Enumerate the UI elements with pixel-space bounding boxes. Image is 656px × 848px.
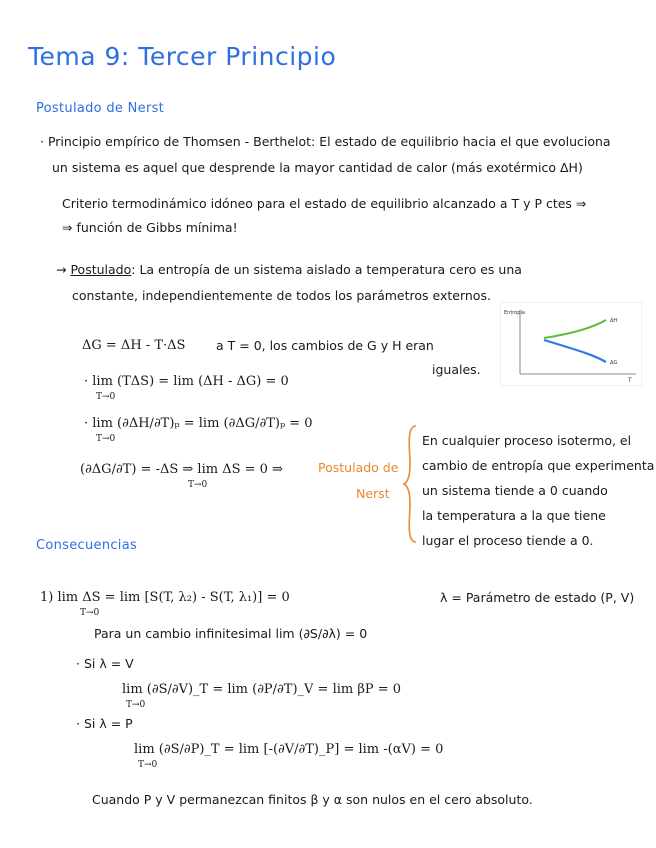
box-text-line: un sistema tiende a 0 cuando [422, 483, 608, 498]
curly-brace [402, 424, 418, 544]
entropy-graph [500, 302, 642, 386]
box-text-line: lugar el proceso tiende a 0. [422, 533, 594, 548]
p1-line2: un sistema es aquel que desprende la mayor cantidad de calor (más exotérmico ΔH) [52, 160, 583, 175]
p1-line1: · Principio empírico de Thomsen - Berthelot: El estado de equilibrio hacia el que evoluciona [40, 134, 611, 149]
graph-label-bottom: ΔG [610, 360, 618, 366]
box-text-line: la temperatura a la que tiene [422, 508, 606, 523]
postulado-line2: constante, independientemente de todos los parámetros externos. [72, 288, 491, 303]
section-heading-consecuencias: Consecuencias [36, 538, 138, 553]
nerst-label-line1: Postulado de [318, 460, 399, 475]
cons-eq-p-sub: T→0 [138, 760, 158, 770]
box-text [422, 428, 654, 553]
eq-lim3-sub: T→0 [188, 480, 208, 490]
section-heading-nerst: Postulado de Nerst [36, 101, 165, 116]
cons-final: Cuando P y V permanezcan finitos β y α son nulos en el cero absoluto. [92, 792, 533, 807]
eq-lim2-sub: T→0 [96, 434, 116, 444]
cons-lambda-note: λ = Parámetro de estado (P, V) [440, 590, 635, 605]
postulado-line1 [56, 262, 522, 277]
cons-item1-sub: T→0 [80, 608, 100, 618]
eq-lim3: (∂ΔG/∂T) = -ΔS ⇒ lim ΔS = 0 ⇒ [80, 462, 283, 477]
cons-eq-p: lim (∂S/∂P)_T = lim [-(∂V/∂T)_P] = lim -(αV) = 0 [134, 742, 444, 757]
eq-dg-text1: a T = 0, los cambios de G y H eran [216, 338, 434, 353]
eq-lim1: · lim (TΔS) = lim (ΔH - ΔG) = 0 [84, 374, 289, 389]
nerst-label-line2: Nerst [356, 486, 390, 501]
postulado-label: Postulado [70, 262, 132, 277]
eq-dg-text2: iguales. [432, 362, 481, 377]
eq-lim2: · lim (∂ΔH/∂T)ₚ = lim (∂ΔG/∂T)ₚ = 0 [84, 416, 313, 431]
eq-lim1-sub: T→0 [96, 392, 116, 402]
cons-eq-v-sub: T→0 [126, 700, 146, 710]
cons-infinitesimal: Para un cambio infinitesimal lim (∂S/∂λ) = 0 [94, 626, 368, 641]
box-text-line: En cualquier proceso isotermo, el [422, 433, 632, 448]
graph-ylabel: Entropía [504, 310, 525, 316]
graph-label-top: ΔH [610, 318, 618, 324]
eq-dg: ΔG = ΔH - T·ΔS [82, 338, 186, 353]
arrow-icon: → [56, 262, 67, 277]
cons-eq-v: lim (∂S/∂V)_T = lim (∂P/∂T)_V = lim βP = 0 [122, 682, 402, 697]
p2-line1: Criterio termodinámico idóneo para el estado de equilibrio alcanzado a T y P ctes ⇒ [62, 196, 587, 211]
box-text-line: cambio de entropía que experimenta [422, 458, 655, 473]
cons-item1: 1) lim ΔS = lim [S(T, λ₂) - S(T, λ₁)] = 0 [40, 590, 290, 605]
cons-si-p: · Si λ = P [76, 716, 133, 731]
cons-si-v: · Si λ = V [76, 656, 134, 671]
p2-line2: ⇒ función de Gibbs mínima! [62, 220, 238, 235]
graph-xlabel: T [628, 377, 632, 384]
postulado-text: : La entropía de un sistema aislado a temperatura cero es una [131, 262, 522, 277]
page-title: Tema 9: Tercer Principio [28, 42, 337, 71]
